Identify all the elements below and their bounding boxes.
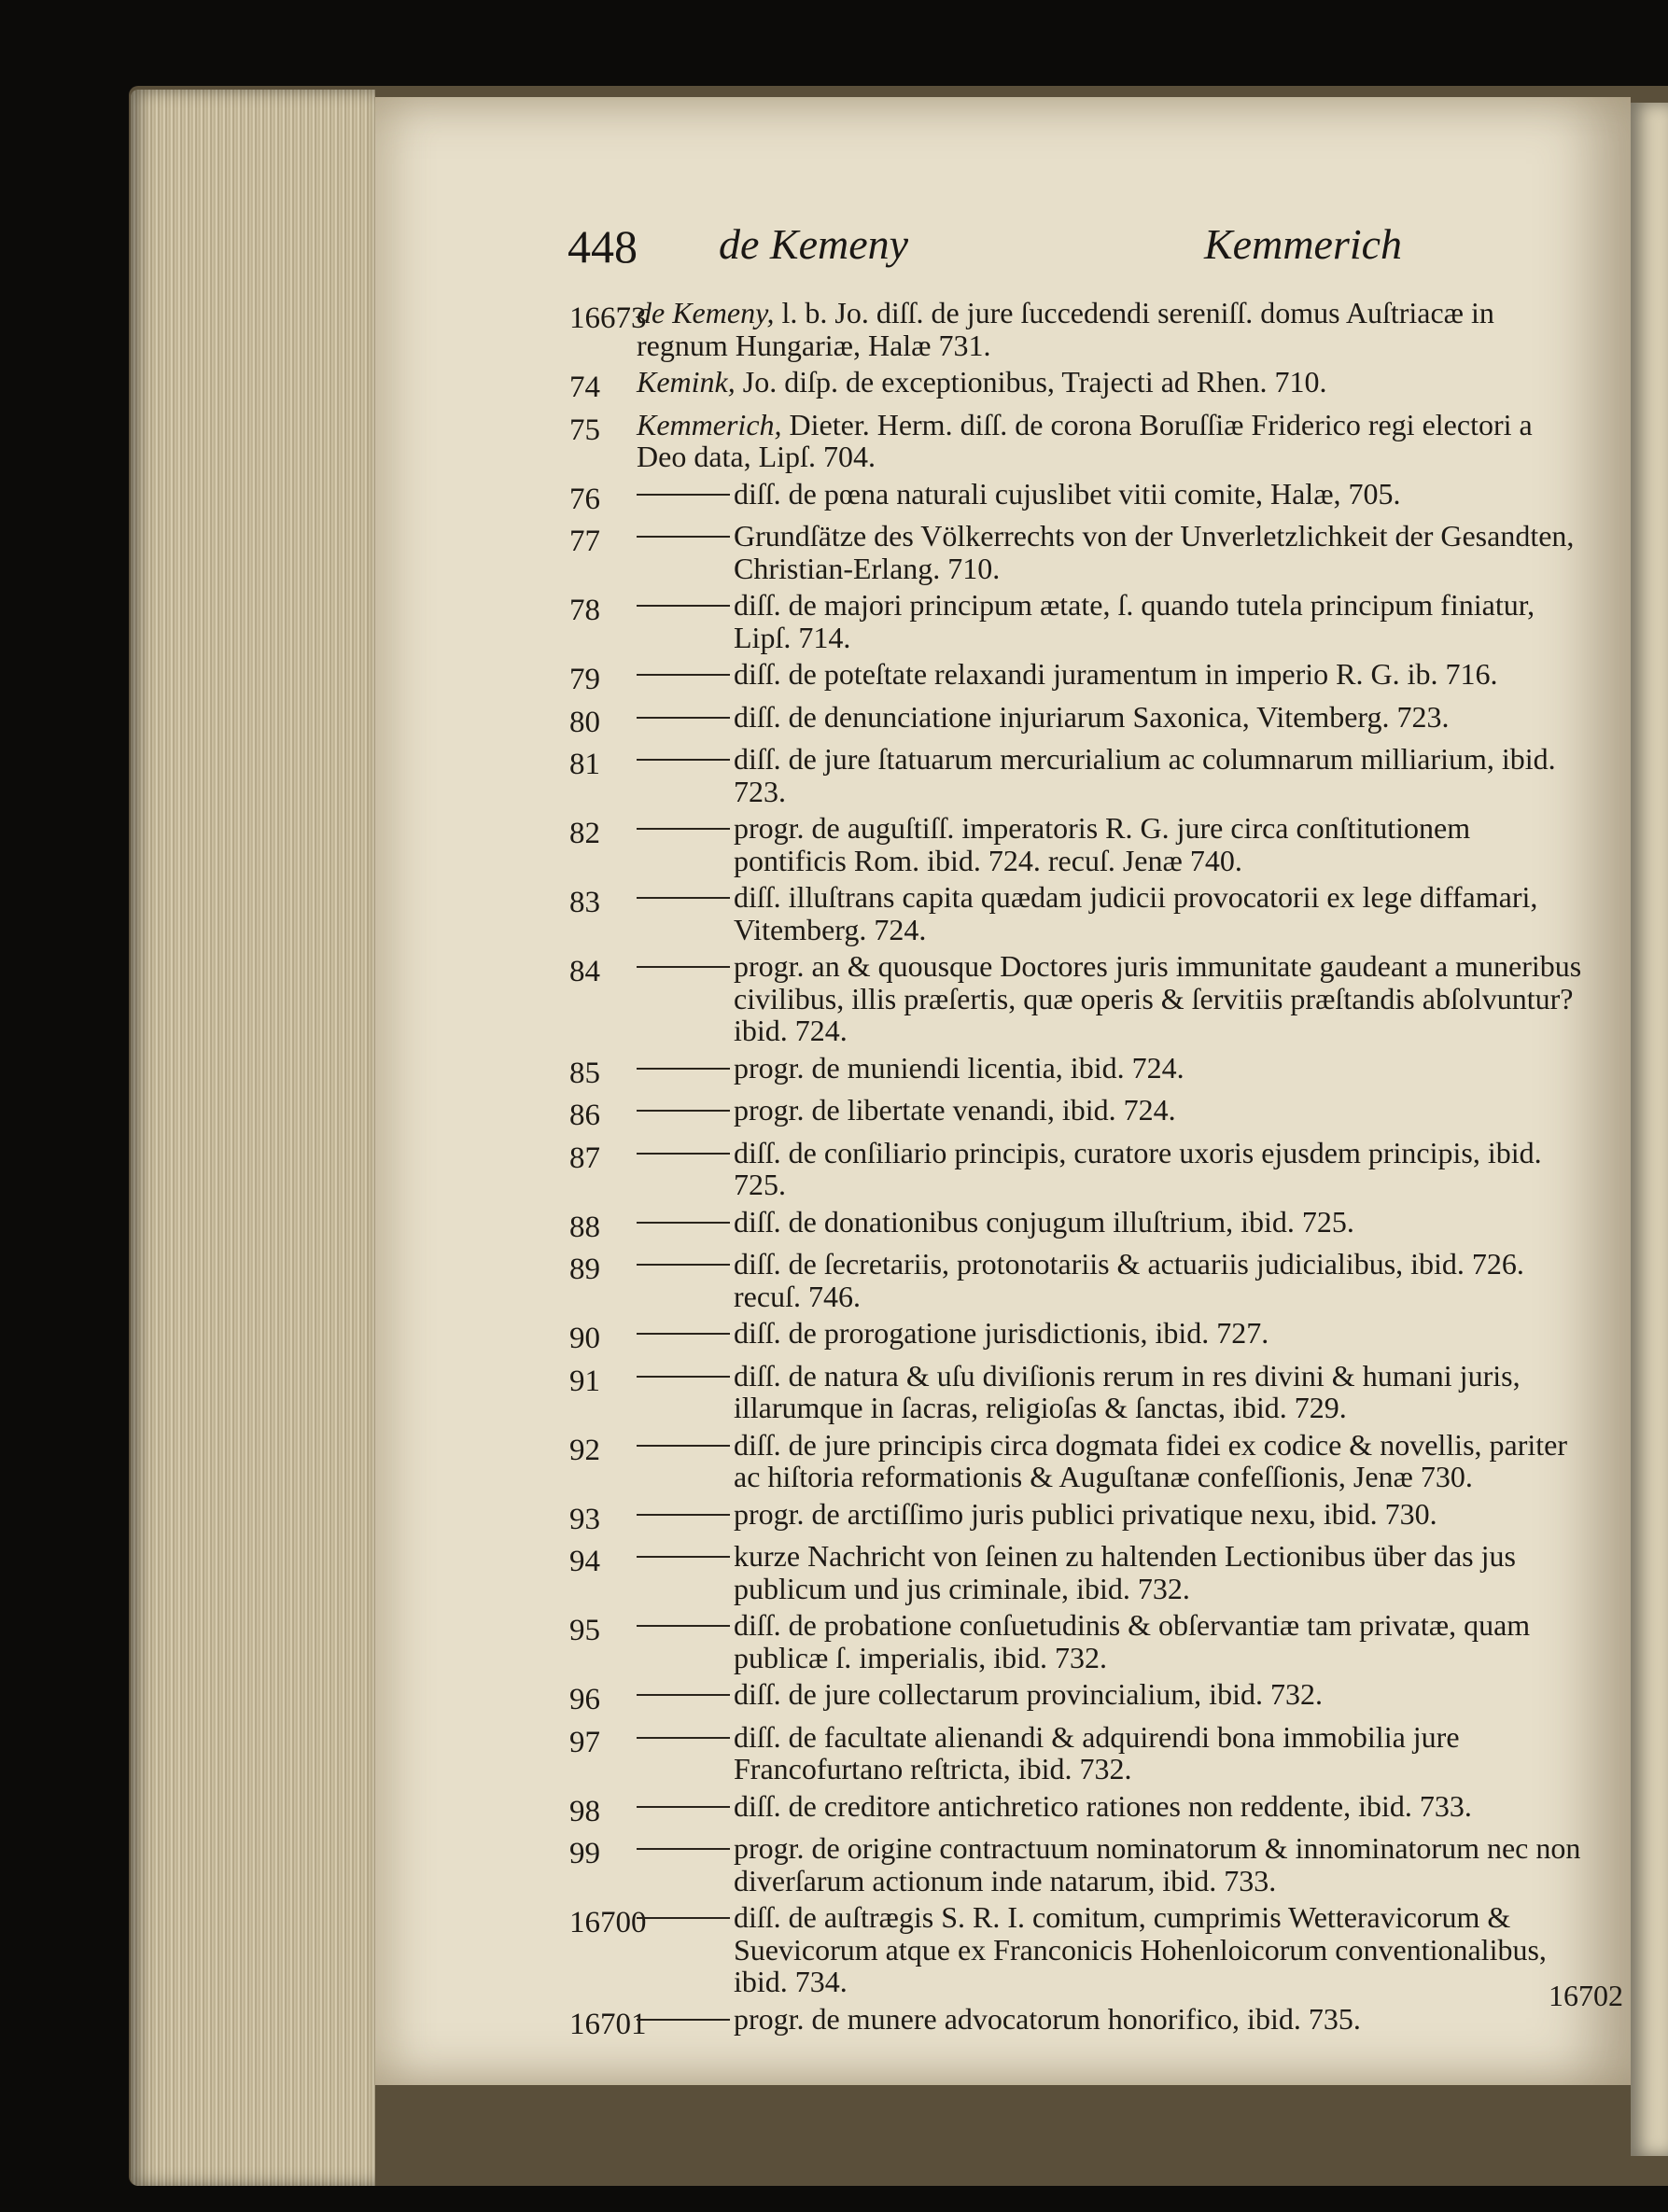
bibliography-entry	[569, 1429, 1587, 1493]
entry-text: progr. de origine contractuum nominatorum & innominatorum nec non diverſarum actionum inde natarum, ibid. 733.	[734, 1831, 1581, 1897]
entry-text: diſſ. de donationibus conjugum illuſtrium, ibid. 725.	[734, 1204, 1354, 1239]
entry-number: 16673	[569, 301, 647, 335]
entry-number: 78	[569, 594, 600, 627]
entry-text: diſſ. de pœna naturali cujuslibet vitii comite, Halæ, 705.	[734, 476, 1401, 511]
entry-text: diſſ. de natura & uſu diviſionis rerum in res divini & humani juris, illarumque in ſacras, religioſas & ſanctas, ibid. 729.	[734, 1358, 1521, 1424]
ditto-dash	[637, 494, 730, 496]
entry-text: progr. an & quousque Doctores juris immunitate gaudeant a muneribus civilibus, illis præſertis, quæ operis & ſervitiis præſtandis abſolvuntur? ibid. 724.	[734, 949, 1582, 1047]
bibliography-entry	[569, 1609, 1587, 1673]
bibliography-entry	[569, 1248, 1587, 1312]
entry-number: 76	[569, 482, 600, 516]
entry-text: progr. de arctiſſimo juris publici privatique nexu, ibid. 730.	[734, 1496, 1437, 1531]
entry-body	[734, 950, 1587, 1047]
entry-number: 81	[569, 748, 600, 781]
ditto-dash	[637, 536, 730, 538]
ditto-dash	[637, 1917, 730, 1919]
entry-text: progr. de munere advocatorum honorifico, ibid. 735.	[734, 2001, 1361, 2036]
ditto-dash	[637, 1110, 730, 1112]
entry-number: 16700	[569, 1906, 647, 1939]
entry-number: 96	[569, 1683, 600, 1716]
ditto-dash	[637, 1222, 730, 1224]
running-head-left: de Kemeny	[719, 220, 909, 268]
entry-text: progr. de libertate venandi, ibid. 724.	[734, 1093, 1176, 1127]
bibliography-entry	[569, 812, 1587, 876]
entry-text: diſſ. de majori principum ætate, ſ. quando tutela principum finiatur, Lipſ. 714.	[734, 588, 1535, 654]
entry-body	[734, 1678, 1587, 1716]
bibliography-entry	[569, 658, 1587, 696]
ditto-dash	[637, 1848, 730, 1850]
ditto-dash	[637, 966, 730, 968]
entry-body	[734, 1901, 1587, 1998]
entry-number: 99	[569, 1837, 600, 1870]
entry-text: diſſ. de auſtrægis S. R. I. comitum, cumprimis Wetteravicorum & Suevicorum atque ex Franconicis Hohenloicorum conventionalibus, ibid. 734.	[734, 1900, 1547, 1998]
entry-body	[734, 701, 1587, 739]
bibliography-list	[569, 297, 1587, 2045]
entry-body	[734, 1317, 1587, 1355]
bibliography-entry	[569, 1678, 1587, 1716]
ditto-dash	[637, 1153, 730, 1155]
entry-body	[734, 1052, 1587, 1090]
entry-body	[637, 366, 1587, 404]
entry-number: 93	[569, 1502, 600, 1536]
page-edges	[131, 90, 375, 2186]
entry-text: Grundſätze des Völkerrechts von der Unverletzlichkeit der Gesandten, Christian-Erlang. 710.	[734, 519, 1575, 585]
entry-number: 79	[569, 663, 600, 696]
bibliography-entry	[569, 366, 1587, 404]
entry-text: diſſ. de jure ſtatuarum mercurialium ac columnarum milliarium, ibid. 723.	[734, 742, 1556, 808]
ditto-dash	[637, 1514, 730, 1516]
entry-text: diſſ. de ſecretariis, protonotariis & actuariis judicialibus, ibid. 726. recuſ. 746.	[734, 1247, 1524, 1313]
entry-body	[734, 881, 1587, 945]
entry-body	[734, 1094, 1587, 1132]
bibliography-entry	[569, 1052, 1587, 1090]
ditto-dash	[637, 897, 730, 899]
bibliography-entry	[569, 1901, 1587, 1998]
entry-text: diſſ. illuſtrans capita quædam judicii provocatorii ex lege diffamari, Vitemberg. 724.	[734, 880, 1538, 946]
entry-text: diſſ. de prorogatione jurisdictionis, ibid. 727.	[734, 1316, 1269, 1350]
ditto-dash	[637, 828, 730, 830]
ditto-dash	[637, 1333, 730, 1335]
entry-body	[637, 297, 1587, 361]
ditto-dash	[637, 1068, 730, 1070]
entry-body	[734, 1248, 1587, 1312]
entry-number: 94	[569, 1545, 600, 1578]
bibliography-entry	[569, 2003, 1587, 2041]
ditto-dash	[637, 1556, 730, 1558]
ditto-dash	[637, 717, 730, 719]
entry-number: 80	[569, 705, 600, 739]
bibliography-entry	[569, 1137, 1587, 1201]
ditto-dash	[637, 605, 730, 607]
entry-text: progr. de auguſtiſſ. imperatoris R. G. jure circa conſtitutionem pontificis Rom. ibid. 724. recuſ. Jenæ 740.	[734, 811, 1471, 877]
entry-body	[734, 1498, 1587, 1536]
entry-number: 82	[569, 817, 600, 850]
entry-body	[734, 1790, 1587, 1828]
entry-body	[734, 1137, 1587, 1201]
ditto-dash	[637, 1806, 730, 1808]
bibliography-entry	[569, 1317, 1587, 1355]
entry-body	[637, 409, 1587, 473]
entry-number: 74	[569, 371, 600, 404]
entry-number: 90	[569, 1322, 600, 1355]
entry-text: kurze Nachricht von ſeinen zu haltenden Lectionibus über das jus publicum und jus criminale, ibid. 732.	[734, 1539, 1516, 1605]
entry-text: diſſ. de creditore antichretico rationes non reddente, ibid. 733.	[734, 1788, 1472, 1823]
bibliography-entry	[569, 743, 1587, 807]
ditto-dash	[637, 1625, 730, 1627]
entry-text: diſſ. de facultate alienandi & adquirendi bona immobilia jure Francofurtano reſtricta, ibid. 732.	[734, 1719, 1460, 1785]
entry-body	[734, 589, 1587, 653]
bibliography-entry	[569, 1094, 1587, 1132]
page-number: 448	[568, 220, 638, 273]
entry-number: 85	[569, 1056, 600, 1090]
entry-author: Kemink,	[637, 365, 736, 399]
bibliography-entry	[569, 1498, 1587, 1536]
running-head-right: Kemmerich	[1204, 220, 1403, 268]
bibliography-entry	[569, 520, 1587, 584]
bibliography-entry	[569, 1360, 1587, 1424]
entry-author: Kemmerich,	[637, 407, 782, 441]
entry-text: progr. de muniendi licentia, ibid. 724.	[734, 1050, 1184, 1085]
bibliography-entry	[569, 701, 1587, 739]
entry-text: diſſ. de jure collectarum provincialium, ibid. 732.	[734, 1677, 1323, 1711]
bibliography-entry	[569, 297, 1587, 361]
ditto-dash	[637, 1737, 730, 1739]
entry-number: 84	[569, 955, 600, 988]
bibliography-entry	[569, 589, 1587, 653]
entry-author: de Kemeny,	[637, 296, 775, 329]
entry-text: diſſ. de poteſtate relaxandi juramentum in imperio R. G. ib. 716.	[734, 657, 1498, 691]
ditto-dash	[637, 1376, 730, 1378]
entry-number: 16701	[569, 2007, 647, 2041]
ditto-dash	[637, 1445, 730, 1447]
bibliography-entry	[569, 478, 1587, 516]
entry-body	[734, 743, 1587, 807]
entry-body	[734, 2003, 1587, 2041]
entry-body	[734, 1206, 1587, 1244]
entry-number: 86	[569, 1099, 600, 1132]
entry-text: Dieter. Herm. diſſ. de corona Boruſſiæ Friderico regi electori a Deo data, Lipſ. 704.	[637, 407, 1533, 473]
entry-text: l. b. Jo. diſſ. de jure ſuccedendi sereniſſ. domus Auſtriacæ in regnum Hungariæ, Halæ 731.	[637, 296, 1494, 362]
next-page-edge	[1631, 103, 1668, 2156]
entry-number: 91	[569, 1364, 600, 1398]
ditto-dash	[637, 1264, 730, 1266]
entry-number: 95	[569, 1614, 600, 1647]
bibliography-entry	[569, 1790, 1587, 1828]
catchword: 16702	[1549, 1979, 1623, 2012]
ditto-dash	[637, 759, 730, 761]
ditto-dash	[637, 1694, 730, 1696]
entry-number: 83	[569, 886, 600, 919]
bibliography-entry	[569, 950, 1587, 1047]
entry-text: diſſ. de probatione conſuetudinis & obſervantiæ tam privatæ, quam publicæ ſ. imperialis, ibid. 732.	[734, 1608, 1531, 1674]
entry-body	[734, 478, 1587, 516]
entry-number: 89	[569, 1253, 600, 1286]
ditto-dash	[637, 674, 730, 676]
entry-body	[734, 1609, 1587, 1673]
bibliography-entry	[569, 1721, 1587, 1785]
bibliography-entry	[569, 1206, 1587, 1244]
entry-number: 97	[569, 1725, 600, 1759]
entry-body	[734, 1360, 1587, 1424]
entry-number: 87	[569, 1141, 600, 1175]
entry-number: 98	[569, 1794, 600, 1828]
entry-body	[734, 1429, 1587, 1493]
entry-number: 88	[569, 1210, 600, 1244]
bibliography-entry	[569, 881, 1587, 945]
entry-number: 77	[569, 525, 600, 558]
entry-text: Jo. diſp. de exceptionibus, Trajecti ad Rhen. 710.	[735, 365, 1327, 399]
entry-text: diſſ. de denunciatione injuriarum Saxonica, Vitemberg. 723.	[734, 699, 1450, 734]
entry-body	[734, 520, 1587, 584]
bibliography-entry	[569, 409, 1587, 473]
entry-text: diſſ. de jure principis circa dogmata fidei ex codice & novellis, pariter ac hiſtoria reformationis & Auguſtanæ confeſſionis, Jenæ 730.	[734, 1427, 1568, 1493]
entry-number: 75	[569, 413, 600, 447]
entry-body	[734, 658, 1587, 696]
entry-number: 92	[569, 1433, 600, 1467]
entry-body	[734, 812, 1587, 876]
bibliography-entry	[569, 1540, 1587, 1604]
entry-body	[734, 1540, 1587, 1604]
entry-body	[734, 1721, 1587, 1785]
bibliography-entry	[569, 1832, 1587, 1897]
entry-body	[734, 1832, 1587, 1897]
entry-text: diſſ. de conſiliario principis, curatore uxoris ejusdem principis, ibid. 725.	[734, 1135, 1542, 1201]
ditto-dash	[637, 2019, 730, 2021]
